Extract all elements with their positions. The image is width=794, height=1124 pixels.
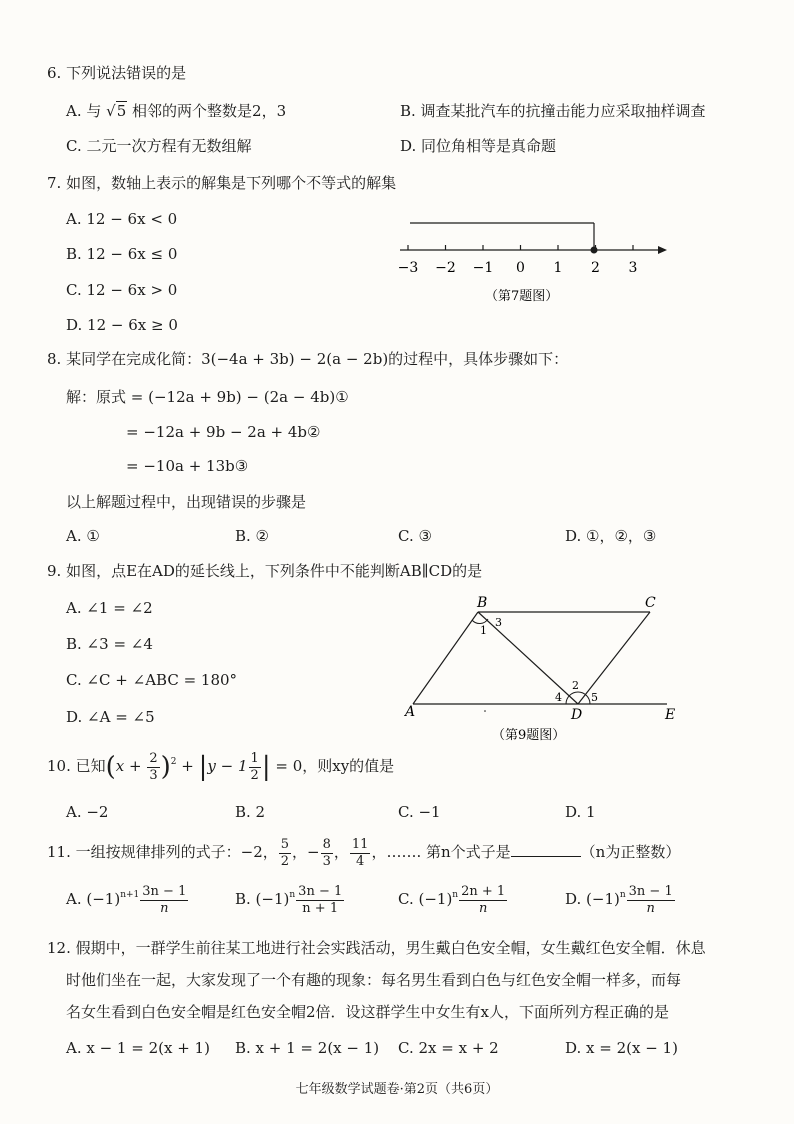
- q12-option-c: C. 2x = x + 2: [398, 1039, 499, 1057]
- q6-option-d: D. 同位角相等是真命题: [400, 137, 557, 155]
- q7-number-line-figure: [390, 210, 670, 310]
- q7-option-b: B. 12 − 6x ≤ 0: [66, 245, 178, 263]
- q8-solution-line-2: = −12a + 9b − 2a + 4b②: [126, 423, 321, 441]
- q9-option-a: A. ∠1 = ∠2: [66, 599, 153, 617]
- dot-mark: [484, 710, 486, 712]
- q9-option-c: C. ∠C + ∠ABC = 180°: [66, 671, 238, 689]
- label-E: E: [665, 707, 676, 723]
- q6-option-b: B. 调查某批汽车的抗撞击能力应采取抽样调查: [400, 102, 706, 120]
- q7-option-a: A. 12 − 6x < 0: [66, 210, 178, 228]
- q10-option-d: D. 1: [565, 803, 596, 821]
- label-angle-1: 1: [480, 624, 487, 637]
- q9-caption: （第9题图）: [492, 728, 566, 743]
- axis-tick-label: 0: [516, 260, 525, 276]
- axis-tick-label: −1: [472, 260, 494, 276]
- q9-option-d: D. ∠A = ∠5: [66, 708, 155, 726]
- q10-stem: 10. 已知(x + $\frac{2}{3}$ )$^2$ + |y − 1 $\frac{1}{2}$ | = 0，则xy的值是: [47, 751, 395, 783]
- q12-option-a: A. x − 1 = 2(x + 1): [66, 1039, 210, 1057]
- q8-option-b: B. ②: [235, 527, 270, 545]
- label-angle-2: 2: [572, 679, 579, 692]
- label-angle-3: 3: [495, 616, 502, 629]
- q7-option-d: D. 12 − 6x ≥ 0: [66, 316, 178, 334]
- q8-option-c: C. ③: [398, 527, 432, 545]
- q12-option-d: D. x = 2(x − 1): [565, 1039, 678, 1057]
- q10-option-b: B. 2: [235, 803, 266, 821]
- q6-stem: 6. 下列说法错误的是: [47, 64, 187, 82]
- q8-option-d: D. ①，②，③: [565, 527, 657, 545]
- q9-geometry-figure: [395, 592, 695, 752]
- q12-stem-line-1: 12. 假期中，一群学生前往某工地进行社会实践活动，男生戴白色安全帽，女生戴红色安全帽．休息: [47, 939, 706, 957]
- axis-tick-label: 2: [591, 260, 600, 276]
- q8-option-a: A. ①: [66, 527, 100, 545]
- label-A: A: [405, 704, 416, 720]
- label-angle-5: 5: [591, 691, 598, 704]
- q11-stem: 11. 一组按规律排列的式子：−2， $\frac{5}{2}$ ，− $\frac{8}{3}$ ， $\frac{11}{4}$ ，……. 第n个式子是 （n为正整数）: [47, 837, 681, 869]
- q7-caption: （第7题图）: [485, 289, 559, 304]
- q8-stem: 8. 某同学在完成化简：3(−4a + 3b) − 2(a − 2b)的过程中，具体步骤如下：: [47, 350, 569, 368]
- segment-BD: [478, 612, 578, 704]
- q10-option-c: C. −1: [398, 803, 441, 821]
- axis-tick-label: 3: [628, 260, 638, 276]
- q11-answer-blank: [511, 844, 581, 857]
- solid-point: [591, 247, 598, 254]
- segment-AB: [413, 612, 478, 704]
- q11-option-c: C. $(-1)^n$ $\frac{2n + 1}{n}$: [398, 884, 506, 916]
- q11-option-a: A. $(-1)^{n+1}$ $\frac{3n - 1}{n}$: [66, 884, 187, 916]
- label-D: D: [571, 707, 583, 723]
- q6-option-a: A. 与 √5 相邻的两个整数是2，3: [66, 102, 287, 120]
- q9-option-b: B. ∠3 = ∠4: [66, 635, 153, 653]
- q8-question: 以上解题过程中，出现错误的步骤是: [66, 493, 307, 511]
- q12-stem-line-2: 时他们坐在一起，大家发现了一个有趣的现象：每名男生看到白色与红色安全帽一样多，而每: [66, 971, 682, 989]
- q6-option-c: C. 二元一次方程有无数组解: [66, 137, 252, 155]
- label-B: B: [477, 595, 488, 611]
- q7-option-c: C. 12 − 6x > 0: [66, 281, 178, 299]
- q12-stem-line-3: 名女生看到白色安全帽是红色安全帽2倍．设这群学生中女生有x人，下面所列方程正确的是: [66, 1003, 670, 1021]
- q7-stem: 7. 如图，数轴上表示的解集是下列哪个不等式的解集: [47, 174, 397, 192]
- page-footer: 七年级数学试题卷·第2页（共6页）: [295, 1082, 499, 1097]
- axis-tick-label: −2: [435, 260, 456, 276]
- q10-option-a: A. −2: [66, 803, 109, 821]
- axis-tick-label: 1: [553, 260, 563, 276]
- q12-option-b: B. x + 1 = 2(x − 1): [235, 1039, 380, 1057]
- axis-tick-label: −3: [397, 260, 419, 276]
- label-C: C: [645, 595, 656, 611]
- q9-stem: 9. 如图，点E在AD的延长线上，下列条件中不能判断AB∥CD的是: [47, 562, 483, 580]
- axis-arrow-icon: [658, 246, 667, 254]
- q8-solution-line-3: = −10a + 13b③: [126, 457, 249, 475]
- q11-option-d: D. $(-1)^n$ $\frac{3n - 1}{n}$: [565, 884, 673, 916]
- q8-solution-line-1: 解：原式 = (−12a + 9b) − (2a − 4b)①: [66, 388, 349, 406]
- label-angle-4: 4: [555, 691, 562, 704]
- segment-CD: [578, 612, 650, 704]
- q11-option-b: B. $(-1)^n$ $\frac{3n - 1}{n + 1}$: [235, 884, 343, 916]
